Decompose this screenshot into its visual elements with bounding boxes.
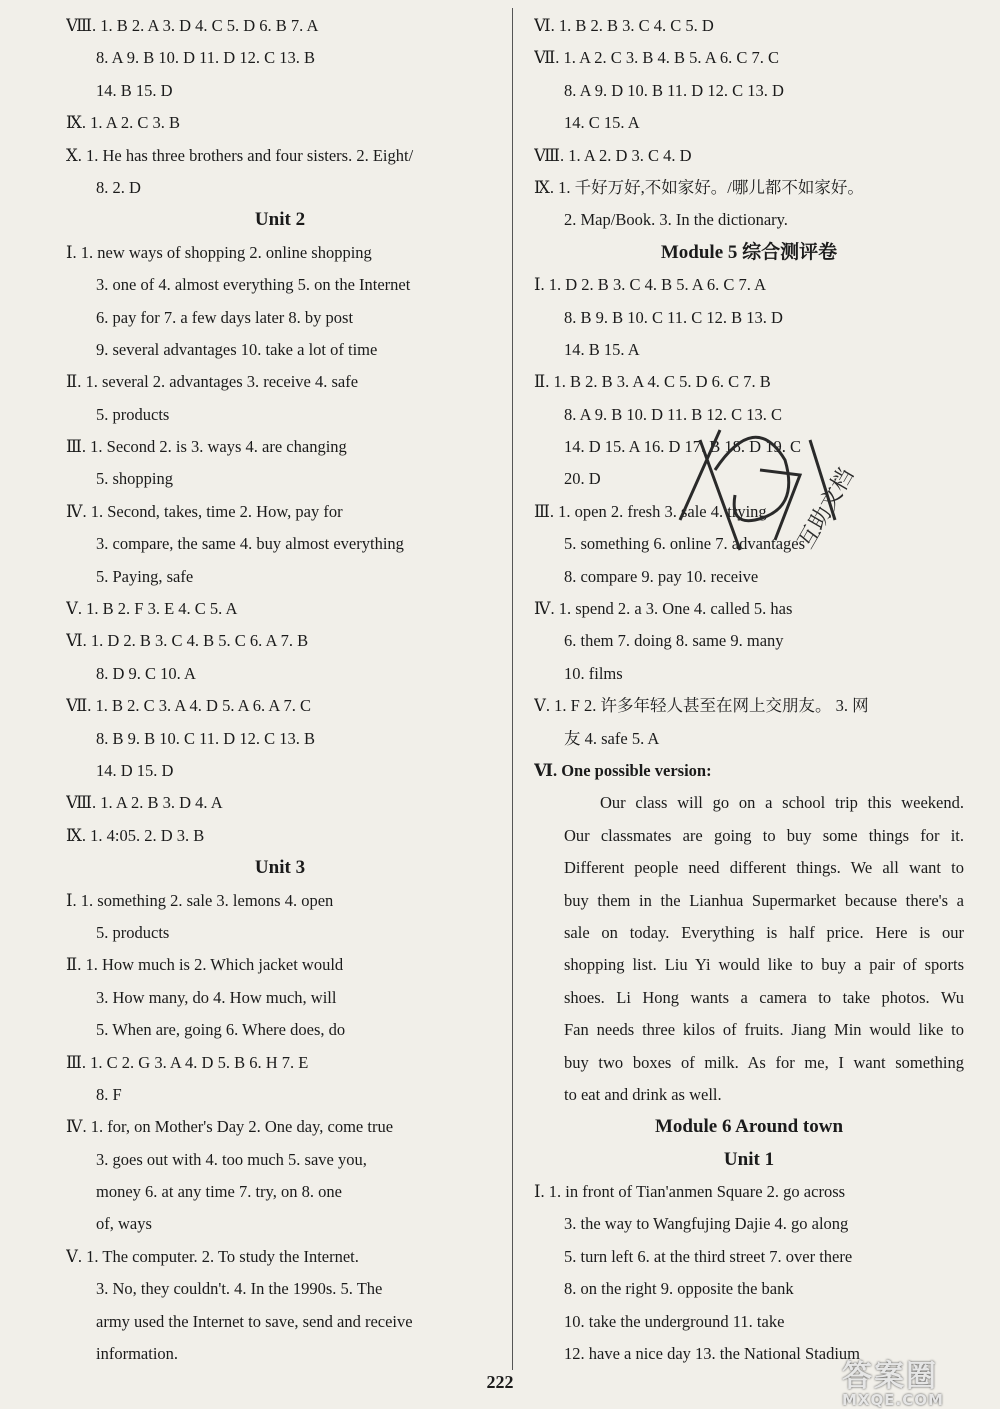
answer-line: Ⅰ. 1. D 2. B 3. C 4. B 5. A 6. C 7. A bbox=[534, 275, 767, 295]
right-answer-column bbox=[534, 10, 964, 1370]
answer-line: 3. the way to Wangfujing Dajie 4. go along bbox=[564, 1214, 849, 1234]
answer-line: Ⅷ. 1. A 2. D 3. C 4. D bbox=[534, 145, 692, 165]
answer-line: 14. B 15. D bbox=[96, 80, 173, 100]
stamp-text: 互助文档 bbox=[793, 464, 860, 553]
answer-line: 8. A 9. B 10. D 11. B 12. C 13. C bbox=[564, 404, 783, 424]
answer-line: 12. have a nice day 13. the National Stadium bbox=[564, 1344, 861, 1364]
answer-line: Ⅹ. 1. He has three brothers and four sisters. 2. Eight/ bbox=[66, 145, 414, 165]
answer-line: Ⅰ. 1. new ways of shopping 2. online shopping bbox=[66, 242, 372, 262]
answer-line: 8. A 9. D 10. B 11. D 12. C 13. D bbox=[564, 80, 784, 100]
answer-line: 3. goes out with 4. too much 5. save you, bbox=[96, 1149, 367, 1169]
answer-line: 5. products bbox=[96, 922, 170, 942]
answer-line: Ⅰ. 1. something 2. sale 3. lemons 4. open bbox=[66, 890, 334, 910]
answer-line: 8. on the right 9. opposite the bank bbox=[564, 1279, 794, 1299]
answer-line: 8. B 9. B 10. C 11. D 12. C 13. B bbox=[96, 728, 315, 748]
watermark-url: MXQE.COM bbox=[842, 1391, 944, 1409]
answer-line: Ⅸ. 1. 千好万好,不如家好。/哪儿都不如家好。 bbox=[534, 177, 864, 197]
answer-line: Ⅱ. 1. B 2. B 3. A 4. C 5. D 6. C 7. B bbox=[534, 372, 771, 392]
answer-line: 8. A 9. B 10. D 11. D 12. C 13. B bbox=[96, 48, 315, 68]
answer-line: 2. Map/Book. 3. In the dictionary. bbox=[564, 210, 788, 230]
answer-line: 10. take the underground 11. take bbox=[564, 1311, 785, 1331]
column-divider bbox=[512, 8, 513, 1370]
answer-line: 14. D 15. D bbox=[96, 760, 174, 780]
answer-line: 14. B 15. A bbox=[564, 339, 640, 359]
answer-line: 5. something 6. online 7. advantages bbox=[564, 534, 806, 554]
essay-line: Fan needs three kilos of fruits. Jiang Min would like to bbox=[564, 1020, 964, 1040]
essay-line: sale on today. Everything is half price. Here is our bbox=[564, 922, 964, 942]
answer-line: 5. When are, going 6. Where does, do bbox=[96, 1020, 346, 1040]
answer-line: Ⅳ. 1. Second, takes, time 2. How, pay for bbox=[66, 501, 343, 521]
answer-line: 8. 2. D bbox=[96, 177, 141, 197]
essay-line: buy two boxes of milk. As for me, I want something bbox=[564, 1052, 964, 1072]
section-heading: Unit 1 bbox=[723, 1148, 775, 1170]
answer-line: Ⅷ. 1. A 2. B 3. D 4. A bbox=[66, 793, 223, 813]
answer-line: 5. products bbox=[96, 404, 170, 424]
answer-line: Ⅱ. 1. several 2. advantages 3. receive 4. safe bbox=[66, 372, 359, 392]
answer-line: Ⅸ. 1. 4:05. 2. D 3. B bbox=[66, 825, 205, 845]
answer-line: Ⅲ. 1. C 2. G 3. A 4. D 5. B 6. H 7. E bbox=[66, 1052, 309, 1072]
answer-line: Ⅰ. 1. in front of Tian'anmen Square 2. go across bbox=[534, 1182, 846, 1202]
answer-line: Ⅲ. 1. Second 2. is 3. ways 4. are changing bbox=[66, 437, 347, 457]
essay-line: to eat and drink as well. bbox=[564, 1084, 722, 1104]
answer-line: 友 4. safe 5. A bbox=[564, 728, 660, 748]
essay-line: shoes. Li Hong wants a camera to take photos. Wu bbox=[564, 987, 964, 1007]
answer-line: 5. shopping bbox=[96, 469, 174, 489]
answer-line: 8. F bbox=[96, 1084, 122, 1104]
answer-line: Ⅳ. 1. for, on Mother's Day 2. One day, come true bbox=[66, 1117, 394, 1137]
answer-line: 3. one of 4. almost everything 5. on the Internet bbox=[96, 275, 411, 295]
answer-line: 6. pay for 7. a few days later 8. by post bbox=[96, 307, 354, 327]
answer-line: information. bbox=[96, 1344, 179, 1364]
answer-line: 8. B 9. B 10. C 11. C 12. B 13. D bbox=[564, 307, 783, 327]
answer-line: Ⅴ. 1. B 2. F 3. E 4. C 5. A bbox=[66, 599, 238, 619]
stamp-scribble-icon bbox=[660, 400, 860, 560]
section-heading: Unit 3 bbox=[254, 857, 306, 879]
answer-line: 8. compare 9. pay 10. receive bbox=[564, 566, 759, 586]
answer-line: army used the Internet to save, send and receive bbox=[96, 1311, 413, 1331]
site-watermark bbox=[842, 1351, 992, 1409]
answer-line: 3. No, they couldn't. 4. In the 1990s. 5. The bbox=[96, 1279, 383, 1299]
answer-line: Ⅸ. 1. A 2. C 3. B bbox=[66, 113, 181, 133]
answer-line: Ⅴ. 1. F 2. 许多年轻人甚至在网上交朋友。 3. 网 bbox=[534, 696, 869, 716]
page-number: 222 bbox=[486, 1372, 514, 1392]
answer-line: Ⅷ. 1. B 2. A 3. D 4. C 5. D 6. B 7. A bbox=[66, 16, 319, 35]
essay-line: shopping list. Liu Yi would like to buy a pair of sports bbox=[564, 955, 964, 975]
answer-line: 20. D bbox=[564, 469, 601, 489]
section-heading: Module 6 Around town bbox=[654, 1116, 844, 1138]
answer-line: 6. them 7. doing 8. same 9. many bbox=[564, 631, 784, 651]
section-heading: Module 5 综合测评卷 bbox=[660, 241, 838, 263]
answer-line: 9. several advantages 10. take a lot of time bbox=[96, 339, 378, 359]
essay-line: Our class will go on a school trip this weekend. bbox=[600, 793, 964, 813]
answer-line: 10. films bbox=[564, 663, 623, 683]
answer-line: Ⅴ. 1. The computer. 2. To study the Internet. bbox=[66, 1246, 359, 1266]
essay-line: buy them in the Lianhua Supermarket because there's a bbox=[564, 890, 964, 910]
answer-line: 8. D 9. C 10. A bbox=[96, 663, 196, 683]
answer-line: money 6. at any time 7. try, on 8. one bbox=[96, 1182, 342, 1202]
answer-line: of, ways bbox=[96, 1214, 152, 1234]
section-heading: Unit 2 bbox=[254, 209, 306, 231]
answer-line: Ⅳ. 1. spend 2. a 3. One 4. called 5. has bbox=[534, 599, 793, 619]
watermark-title: 答案圈 bbox=[842, 1359, 938, 1394]
answer-line: Ⅵ. 1. B 2. B 3. C 4. C 5. D bbox=[534, 16, 714, 35]
answer-line: Ⅲ. 1. open 2. fresh 3. sale 4. trying bbox=[534, 501, 767, 521]
answer-line: Ⅱ. 1. How much is 2. Which jacket would bbox=[66, 955, 344, 975]
answer-line: Ⅶ. 1. A 2. C 3. B 4. B 5. A 6. C 7. C bbox=[534, 48, 780, 68]
essay-line: Our classmates are going to buy some things for it. bbox=[564, 825, 964, 845]
answer-line: 5. turn left 6. at the third street 7. over there bbox=[564, 1246, 853, 1266]
answer-line: 3. compare, the same 4. buy almost everything bbox=[96, 534, 404, 554]
answer-line: 5. Paying, safe bbox=[96, 566, 194, 586]
essay-line: Different people need different things. We all want to bbox=[564, 858, 964, 878]
answer-line: 14. C 15. A bbox=[564, 113, 640, 133]
left-answer-column bbox=[66, 10, 494, 1370]
answer-line: 3. How many, do 4. How much, will bbox=[96, 987, 337, 1007]
answer-line: Ⅵ. 1. D 2. B 3. C 4. B 5. C 6. A 7. B bbox=[66, 631, 309, 651]
answer-line: Ⅶ. 1. B 2. C 3. A 4. D 5. A 6. A 7. C bbox=[66, 696, 312, 716]
answer-line: 14. D 15. A 16. D 17. B 18. D 19. C bbox=[564, 437, 801, 457]
answer-line: Ⅵ. One possible version: bbox=[534, 760, 712, 780]
